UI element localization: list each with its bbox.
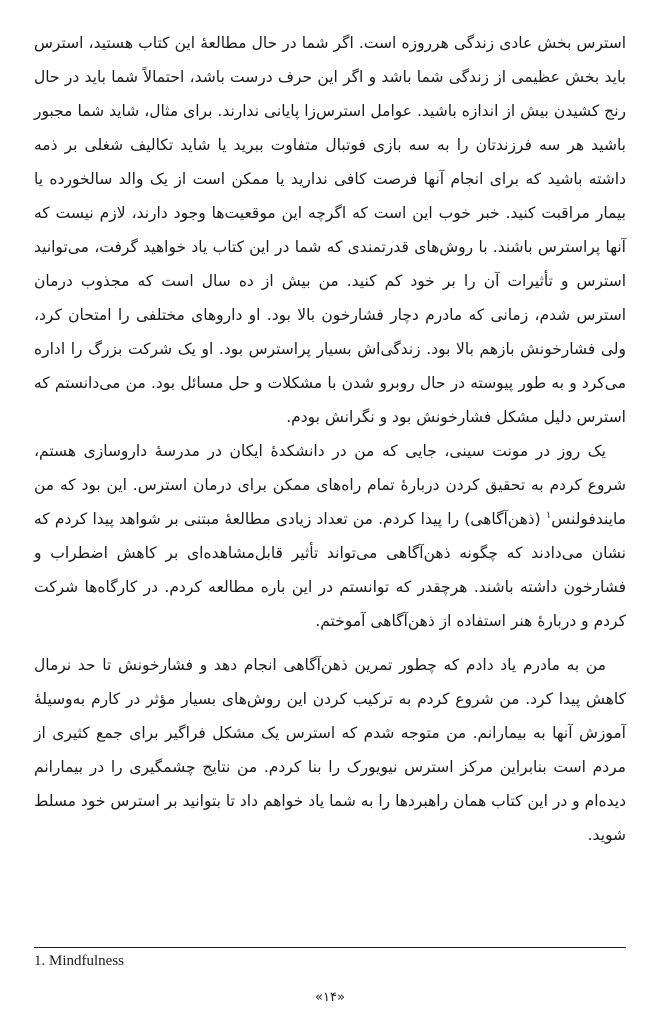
footnote-ref-1: ۱ — [545, 509, 552, 521]
footnote-area — [34, 947, 626, 976]
paragraph-2-text: یک روز در مونت سینی، جایی که من در دانشکدهٔ ایکان در مدرسهٔ داروسازی هستم، شروع کردم به تحقیق کردن دربارهٔ تمام راه‌های ممکن برای درمان استرس. این بود که من مایندفولنس — [34, 442, 626, 528]
paragraph-3: من به مادرم یاد دادم که چطور تمرین ذهن‌آگاهی انجام دهد و فشارخونش تا حد نرمال کاهش پیدا کرد. من شروع کردم به ترکیب کردن این روش‌های بسیار مؤثر در کارم به‌وسیلهٔ آموزش آنها به بیمارانم. من متوجه شدم که استرس یک مشکل فراگیر برای جمع کثیری از مردم است بنابراین مرکز استرس نیویورک را بنا کردم. من نتایج چشمگیری را در بیمارانم دیده‌ام و در این کتاب همان راهبردها را به شما یاد خواهم داد تا بتوانید بر استرس خود مسلط شوید. — [34, 656, 626, 844]
page-number: «۱۴» — [315, 990, 345, 1005]
paragraph-2 — [34, 434, 626, 638]
paragraph-2-text-continued: (ذهن‌آگاهی) را پیدا کردم. من تعداد زیادی مطالعهٔ مبتنی بر شواهد پیدا کردم که نشان می‌دادند که چگونه ذهن‌آگاهی می‌تواند تأثیر قابل‌مشاهده‌ای بر کاهش اضطراب و فشارخون داشته باشند. هرچقدر که توانستم در این باره مطالعه کردم. در کارگاه‌ها شرکت کردم و دربارهٔ هنر استفاده از ذهن‌آگاهی آموختم. — [34, 510, 626, 630]
footnote-divider — [34, 947, 626, 948]
footnote-text: 1. Mindfulness — [34, 953, 124, 969]
paragraph-1: استرس بخش عادی زندگی هرروزه است. اگر شما در حال مطالعهٔ این کتاب هستید، استرس باید بخش عظیمی از زندگی شما باشد و اگر این حرف درست باشد، احتمالاً شما باید در حال رنج کشیدن بیش از اندازه باشید. عوامل استرس‌زا پایانی ندارند. برای مثال، شاید شما مجبور باشید هر سه فرزندتان را به سه بازی فوتبال متفاوت ببرید یا شاید تکالیف شغلی بر ذمه داشته باشید که برای انجام آنها فرصت کافی ندارید یا ممکن است از یک والد سالخورده یا بیمار مراقبت کنید. خبر خوب این است که اگرچه این موقعیت‌ها وجود دارند، لازم نیست که آنها پراسترس باشند. با روش‌های قدرتمندی که شما در این کتاب یاد خواهید گرفت، می‌توانید استرس و تأثیرات آن را بر خود کم کنید. من بیش از ده سال است که مجذوب درمان استرس شدم، زمانی که مادرم دچار فشارخون بالا بود. او داروهای مختلفی را امتحان کرد، ولی فشارخونش بازهم بالا بود. زندگی‌اش بسیار پراسترس بود. او یک شرکت بزرگ را اداره می‌کرد و به طور پیوسته در حال روبرو شدن با مشکلات و حل مسائل بود. من می‌دانستم که استرس دلیل مشکل فشارخونش بود و نگرانش بودم. — [34, 34, 626, 426]
body-text — [34, 26, 626, 852]
